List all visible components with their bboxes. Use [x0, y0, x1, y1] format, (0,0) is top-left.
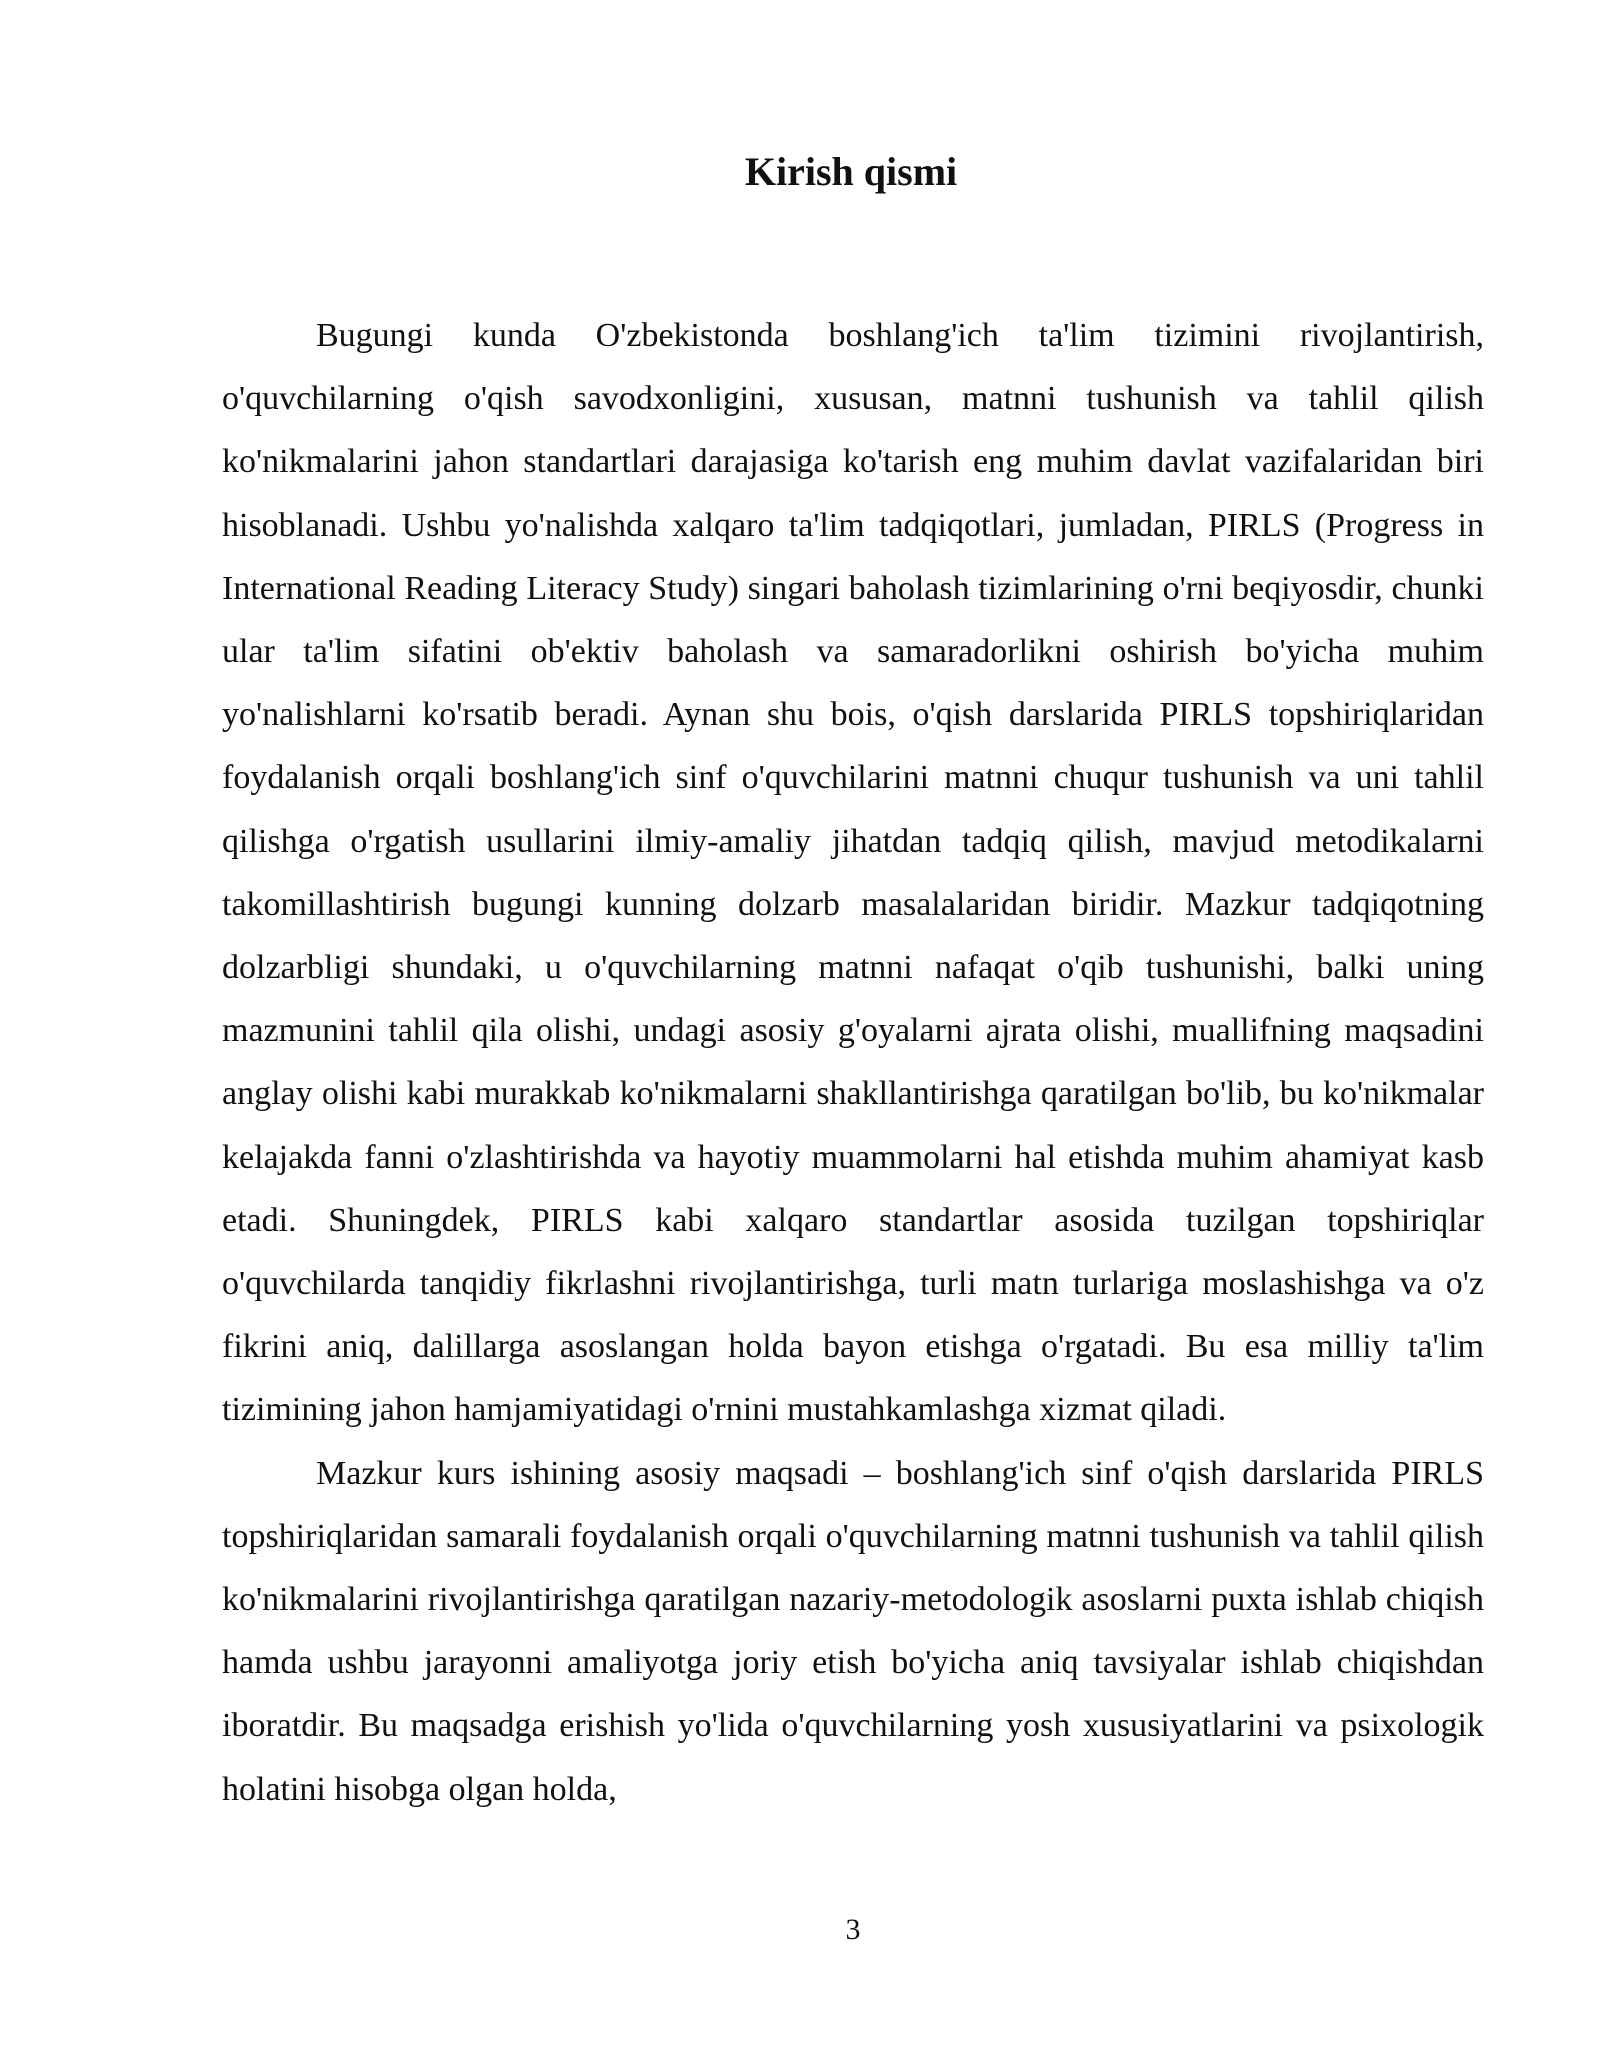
paragraph-2: Mazkur kurs ishining asosiy maqsadi – boshlang'ich sinf o'qish darslarida PIRLS topshiriqlaridan samarali foydalanish orqali o'quvchilarning matnni tushunish va tahlil qilish ko'nikmalarini rivojlantirishga qaratilgan nazariy-metodologik asoslarni puxta ishlab chiqish hamda ushbu jarayonni amaliyotga joriy etish bo'yicha aniq tavsiyalar ishlab chiqishdan iboratdir. Bu maqsadga erishish yo'lida o'quvchilarning yosh xususiyatlarini va psixologik holatini hisobga olgan holda,	[222, 1454, 1484, 1808]
document-body	[222, 304, 1484, 1821]
page-title: Kirish qismi	[744, 149, 958, 194]
page-number: 3	[845, 1913, 861, 1946]
paragraph-1: Bugungi kunda O'zbekistonda boshlang'ich ta'lim tizimini rivojlantirish, o'quvchilarning o'qish savodxonligini, xususan, matnni tushunish va tahlil qilish ko'nikmalarini jahon standartlari darajasiga ko'tarish eng muhim davlat vazifalaridan biri hisoblanadi. Ushbu yo'nalishda xalqaro ta'lim tadqiqotlari, jumladan, PIRLS (Progress in International Reading Literacy Study) singari baholash tizimlarining o'rni beqiyosdir, chunki ular ta'lim sifatini ob'ektiv baholash va samaradorlikni oshirish bo'yicha muhim yo'nalishlarni ko'rsatib beradi. Aynan shu bois, o'qish darslarida PIRLS topshiriqlaridan foydalanish orqali boshlang'ich sinf o'quvchilarini matnni chuqur tushunish va uni tahlil qilishga o'rgatish usullarini ilmiy-amaliy jihatdan tadqiq qilish, mavjud metodikalarni takomillashtirish bugungi kunning dolzarb masalalaridan biridir. Mazkur tadqiqotning dolzarbligi shundaki, u o'quvchilarning matnni nafaqat o'qib tushunishi, balki uning mazmunini tahlil qila olishi, undagi asosiy g'oyalarni ajrata olishi, muallifning maqsadini anglay olishi kabi murakkab ko'nikmalarni shakllantirishga qaratilgan bo'lib, bu ko'nikmalar kelajakda fanni o'zlashtirishda va hayotiy muammolarni hal etishda muhim ahamiyat kasb etadi. Shuningdek, PIRLS kabi xalqaro standartlar asosida tuzilgan topshiriqlar o'quvchilarda tanqidiy fikrlashni rivojlantirishga, turli matn turlariga moslashishga va o'z fikrini aniq, dalillarga asoslangan holda bayon etishga o'rgatadi. Bu esa milliy ta'lim tizimining jahon hamjamiyatidagi o'rnini mustahkamlashga xizmat qiladi.	[222, 317, 1484, 1429]
